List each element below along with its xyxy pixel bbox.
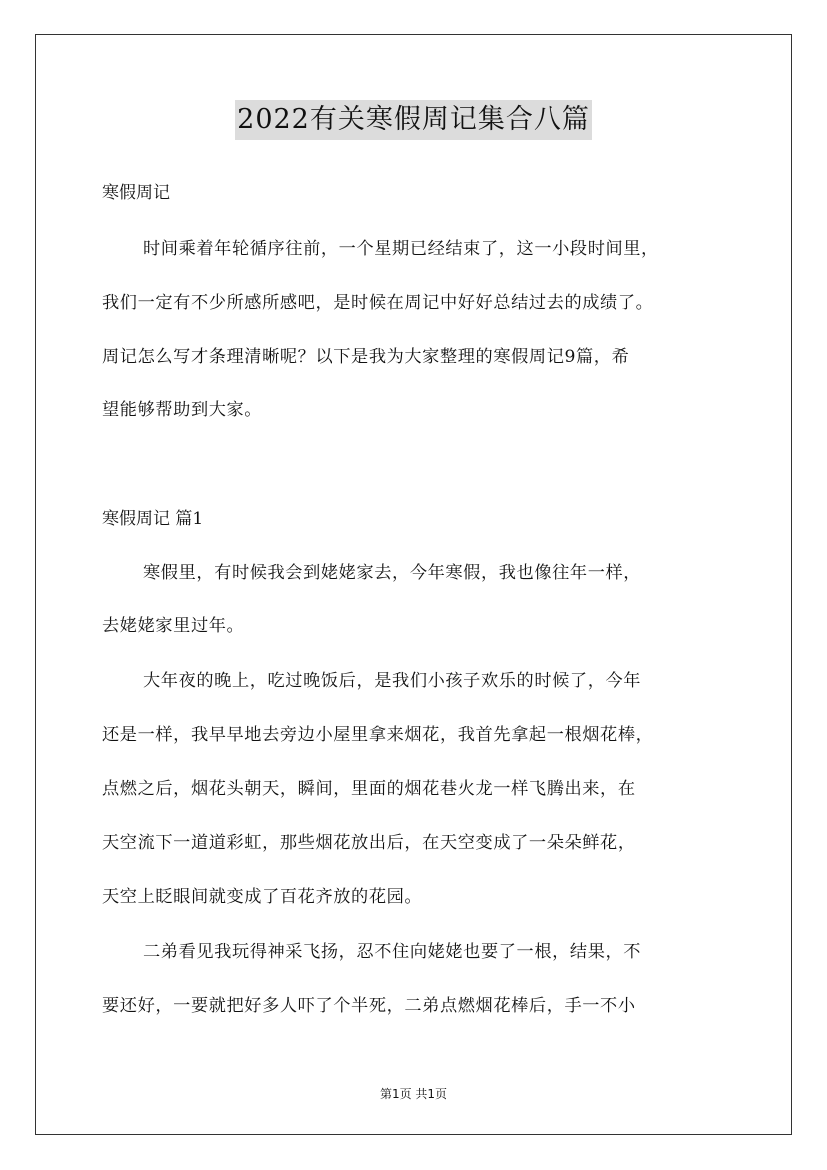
document-title: 2022有关寒假周记集合八篇 (235, 100, 592, 140)
section-heading: 寒假周记 (102, 183, 170, 203)
intro-line: 望能够帮助到大家。 (102, 400, 263, 420)
intro-line: 时间乘着年轮循序往前，一个星期已经结束了，这一小段时间里， (143, 239, 659, 259)
title-container (0, 100, 827, 140)
paragraph-line: 还是一样，我早早地去旁边小屋里拿来烟花，我首先拿起一根烟花棒， (102, 725, 654, 745)
intro-line: 我们一定有不少所感所感吧，是时候在周记中好好总结过去的成绩了。 (102, 293, 654, 313)
intro-line: 周记怎么写才条理清晰呢？以下是我为大家整理的寒假周记9篇，希 (102, 347, 630, 367)
paragraph-line: 天空上眨眼间就变成了百花齐放的花园。 (102, 887, 423, 907)
page-footer: 第1页 共1页 (379, 1087, 448, 1101)
paragraph-line: 天空流下一道道彩虹，那些烟花放出后，在天空变成了一朵朵鲜花， (102, 833, 636, 853)
article-heading: 寒假周记 篇1 (102, 509, 204, 529)
paragraph-line: 要还好，一要就把好多人吓了个半死，二弟点燃烟花棒后，手一不小 (102, 996, 636, 1016)
paragraph-line: 去姥姥家里过年。 (102, 616, 245, 636)
paragraph-line: 大年夜的晚上，吃过晚饭后，是我们小孩子欢乐的时候了，今年 (143, 671, 642, 691)
paragraph-line: 点燃之后，烟花头朝天，瞬间，里面的烟花巷火龙一样飞腾出来，在 (102, 779, 636, 799)
paragraph-line: 二弟看见我玩得神采飞扬，忍不住向姥姥也要了一根，结果，不 (143, 942, 642, 962)
paragraph-line: 寒假里，有时候我会到姥姥家去，今年寒假，我也像往年一样， (143, 563, 642, 583)
